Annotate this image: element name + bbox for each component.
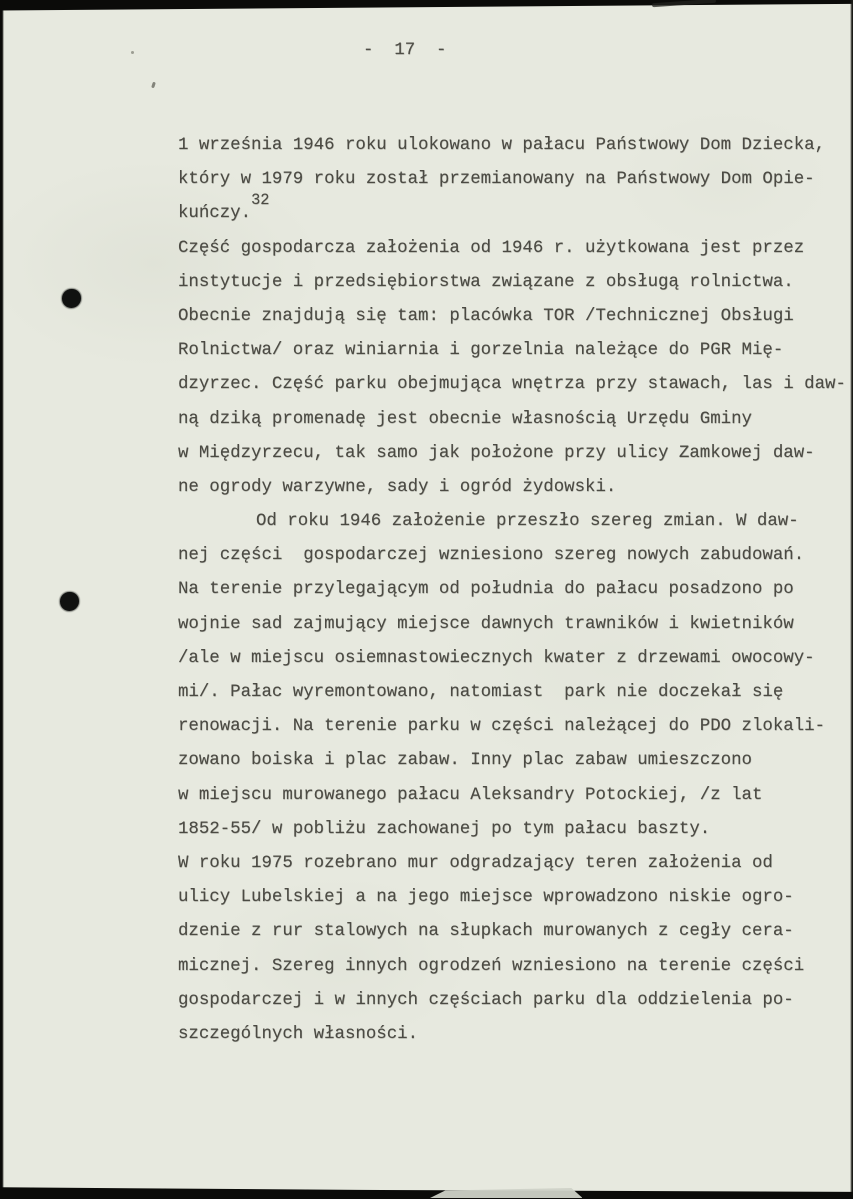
text-line-26: gospodarczej i w innych częściach parku dla oddzielenia po- (178, 990, 794, 1010)
text-line-23: ulicy Lubelskiej a na jego miejsce wprowadzono niskie ogro- (178, 888, 794, 908)
text-line-17: mi/. Pałac wyremontowano, natomiast park nie doczekał się (178, 683, 784, 702)
ink-speck (131, 51, 134, 54)
paper-sliver (430, 1188, 582, 1198)
text-line-10: w Międzyrzecu, tak samo jak położone przy ulicy Zamkowej daw- (178, 443, 815, 463)
footnote-ref: 32 (251, 191, 270, 210)
text-line-8: dzyrzec. Część parku obejmująca wnętrza przy stawach, las i daw- (178, 375, 846, 395)
text-line-14: Na terenie przylegającym od południa do pałacu posadzono po (178, 580, 794, 600)
text-line-4: Część gospodarcza założenia od 1946 r. użytkowana jest przez (178, 238, 805, 258)
text-line-3: kuńczy.$^{32}$ (178, 191, 270, 224)
text-line-7: Rolnictwa/ oraz winiarnia i gorzelnia należące do PGR Mię- (178, 341, 784, 361)
text-line-15: wojnie sad zajmujący miejsce dawnych trawników i kwietników (178, 614, 794, 634)
document-text (178, 129, 853, 1052)
text-line-24: dzenie z rur stalowych na słupkach murowanych z cegły cera- (178, 922, 794, 942)
text-line-6: Obecnie znajdują się tam: placówka TOR /Technicznej Obsługi (178, 306, 794, 326)
scan-edge-left (0, 0, 4, 1199)
text-line-18: renowacji. Na terenie parku w części należącej do PDO zlokali- (178, 717, 826, 737)
text-line-13: nej części gospodarczej wzniesiono szereg nowych zabudowań. (178, 546, 805, 566)
text-line-20: w miejscu murowanego pałacu Aleksandry Potockiej, /z lat (178, 785, 763, 805)
text-line-1: 1 września 1946 roku ulokowano w pałacu Państwowy Dom Dziecka, (178, 136, 826, 155)
text-line-19: zowano boiska i plac zabaw. Inny plac zabaw umieszczono (178, 751, 752, 771)
text-line-9: ną dziką promenadę jest obecnie własnością Urzędu Gminy (178, 409, 752, 429)
text-line-11: ne ogrody warzywne, sady i ogród żydowski. (178, 477, 617, 497)
ink-speck (151, 82, 156, 89)
page-number: - 17 - (363, 41, 447, 60)
text-line-2: który w 1979 roku został przemianowany na Państwowy Dom Opie- (178, 170, 815, 190)
text-line-12: Od roku 1946 założenie przeszło szereg zmian. W daw- (256, 512, 799, 532)
hole-punch-mark (62, 289, 81, 308)
text-line-5: instytucje i przedsiębiorstwa związane z obsługą rolnictwa. (178, 272, 794, 292)
text-line-21: 1852-55/ w pobliżu zachowanej po tym pałacu baszty. (178, 819, 711, 839)
hole-punch-mark (60, 592, 79, 611)
text-line-16: /ale w miejscu osiemnastowiecznych kwater z drzewami owocowy- (178, 648, 815, 668)
text-line-25: micznej. Szereg innych ogrodzeń wzniesiono na terenie części (178, 956, 805, 976)
scan-edge-bottom (0, 1186, 853, 1199)
scan-edge-top (0, 0, 853, 12)
text-line-27: szczególnych własności. (178, 1024, 419, 1044)
text-line-22: W roku 1975 rozebrano mur odgradzający teren założenia od (178, 853, 773, 873)
